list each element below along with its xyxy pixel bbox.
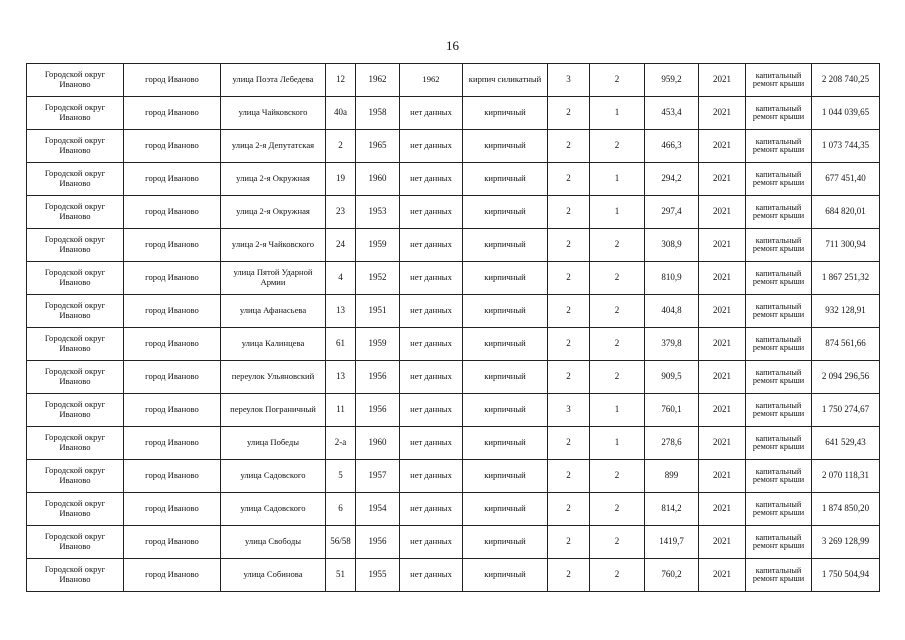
plan-year-cell: 2021	[699, 328, 746, 361]
cost-cell: 932 128,91	[812, 295, 880, 328]
cost-cell: 1 750 274,67	[812, 394, 880, 427]
year-overhaul-cell: нет данных	[400, 328, 463, 361]
year-overhaul-cell: нет данных	[400, 559, 463, 592]
entrances-cell: 2	[590, 64, 645, 97]
settlement-cell: город Иваново	[124, 229, 221, 262]
work-type-cell: капитальный ремонт крыши	[746, 526, 812, 559]
year-built-cell: 1956	[356, 526, 400, 559]
house-number-cell: 12	[326, 64, 356, 97]
wall-material-cell: кирпичный	[463, 526, 548, 559]
house-number-cell: 56/58	[326, 526, 356, 559]
house-number-cell: 13	[326, 361, 356, 394]
municipality-cell: Городской округ Иваново	[27, 526, 124, 559]
street-cell: улица Садовского	[221, 493, 326, 526]
table-row	[27, 328, 880, 361]
wall-material-cell: кирпичный	[463, 130, 548, 163]
street-cell: улица Калинцева	[221, 328, 326, 361]
work-type-cell: капитальный ремонт крыши	[746, 361, 812, 394]
street-cell: улица Пятой Ударной Армии	[221, 262, 326, 295]
year-built-cell: 1962	[356, 64, 400, 97]
table-row	[27, 163, 880, 196]
area-cell: 909,5	[645, 361, 699, 394]
floors-cell: 2	[548, 130, 590, 163]
work-type-cell: капитальный ремонт крыши	[746, 328, 812, 361]
entrances-cell: 2	[590, 361, 645, 394]
table-row	[27, 295, 880, 328]
cost-cell: 677 451,40	[812, 163, 880, 196]
cost-cell: 1 073 744,35	[812, 130, 880, 163]
house-number-cell: 2	[326, 130, 356, 163]
year-built-cell: 1960	[356, 163, 400, 196]
wall-material-cell: кирпичный	[463, 262, 548, 295]
work-type-cell: капитальный ремонт крыши	[746, 163, 812, 196]
house-number-cell: 61	[326, 328, 356, 361]
house-number-cell: 51	[326, 559, 356, 592]
house-number-cell: 11	[326, 394, 356, 427]
work-type-cell: капитальный ремонт крыши	[746, 262, 812, 295]
plan-year-cell: 2021	[699, 130, 746, 163]
work-type-cell: капитальный ремонт крыши	[746, 130, 812, 163]
wall-material-cell: кирпичный	[463, 196, 548, 229]
floors-cell: 2	[548, 427, 590, 460]
table-row	[27, 196, 880, 229]
municipality-cell: Городской округ Иваново	[27, 97, 124, 130]
year-built-cell: 1953	[356, 196, 400, 229]
settlement-cell: город Иваново	[124, 97, 221, 130]
wall-material-cell: кирпичный	[463, 394, 548, 427]
work-type-cell: капитальный ремонт крыши	[746, 559, 812, 592]
entrances-cell: 2	[590, 229, 645, 262]
entrances-cell: 2	[590, 328, 645, 361]
wall-material-cell: кирпичный	[463, 361, 548, 394]
plan-year-cell: 2021	[699, 163, 746, 196]
house-number-cell: 6	[326, 493, 356, 526]
settlement-cell: город Иваново	[124, 262, 221, 295]
wall-material-cell: кирпич силикатный	[463, 64, 548, 97]
work-type-cell: капитальный ремонт крыши	[746, 460, 812, 493]
municipality-cell: Городской округ Иваново	[27, 559, 124, 592]
floors-cell: 3	[548, 64, 590, 97]
year-overhaul-cell: нет данных	[400, 394, 463, 427]
cost-cell: 3 269 128,99	[812, 526, 880, 559]
wall-material-cell: кирпичный	[463, 559, 548, 592]
house-number-cell: 13	[326, 295, 356, 328]
floors-cell: 2	[548, 526, 590, 559]
municipality-cell: Городской округ Иваново	[27, 229, 124, 262]
year-overhaul-cell: нет данных	[400, 295, 463, 328]
area-cell: 379,8	[645, 328, 699, 361]
entrances-cell: 1	[590, 196, 645, 229]
house-number-cell: 4	[326, 262, 356, 295]
year-overhaul-cell: нет данных	[400, 493, 463, 526]
settlement-cell: город Иваново	[124, 460, 221, 493]
street-cell: улица 2-я Чайковского	[221, 229, 326, 262]
table-row	[27, 526, 880, 559]
street-cell: улица Афанасьева	[221, 295, 326, 328]
street-cell: улица Свободы	[221, 526, 326, 559]
floors-cell: 2	[548, 493, 590, 526]
year-built-cell: 1959	[356, 229, 400, 262]
floors-cell: 2	[548, 361, 590, 394]
year-built-cell: 1960	[356, 427, 400, 460]
work-type-cell: капитальный ремонт крыши	[746, 196, 812, 229]
house-number-cell: 5	[326, 460, 356, 493]
year-overhaul-cell: нет данных	[400, 130, 463, 163]
street-cell: улица Поэта Лебедева	[221, 64, 326, 97]
area-cell: 404,8	[645, 295, 699, 328]
settlement-cell: город Иваново	[124, 427, 221, 460]
plan-year-cell: 2021	[699, 526, 746, 559]
cost-cell: 641 529,43	[812, 427, 880, 460]
entrances-cell: 2	[590, 130, 645, 163]
municipality-cell: Городской округ Иваново	[27, 328, 124, 361]
cost-cell: 2 070 118,31	[812, 460, 880, 493]
house-number-cell: 23	[326, 196, 356, 229]
wall-material-cell: кирпичный	[463, 229, 548, 262]
plan-year-cell: 2021	[699, 229, 746, 262]
work-type-cell: капитальный ремонт крыши	[746, 97, 812, 130]
house-number-cell: 24	[326, 229, 356, 262]
municipality-cell: Городской округ Иваново	[27, 295, 124, 328]
floors-cell: 2	[548, 163, 590, 196]
floors-cell: 3	[548, 394, 590, 427]
year-overhaul-cell: нет данных	[400, 262, 463, 295]
year-built-cell: 1959	[356, 328, 400, 361]
year-overhaul-cell: нет данных	[400, 460, 463, 493]
municipality-cell: Городской округ Иваново	[27, 361, 124, 394]
municipality-cell: Городской округ Иваново	[27, 163, 124, 196]
municipality-cell: Городской округ Иваново	[27, 262, 124, 295]
settlement-cell: город Иваново	[124, 130, 221, 163]
plan-year-cell: 2021	[699, 196, 746, 229]
settlement-cell: город Иваново	[124, 493, 221, 526]
floors-cell: 2	[548, 328, 590, 361]
year-built-cell: 1951	[356, 295, 400, 328]
area-cell: 899	[645, 460, 699, 493]
area-cell: 959,2	[645, 64, 699, 97]
street-cell: улица Собинова	[221, 559, 326, 592]
cost-cell: 874 561,66	[812, 328, 880, 361]
area-cell: 308,9	[645, 229, 699, 262]
wall-material-cell: кирпичный	[463, 295, 548, 328]
entrances-cell: 2	[590, 460, 645, 493]
work-type-cell: капитальный ремонт крыши	[746, 427, 812, 460]
page-number: 16	[446, 38, 459, 53]
year-built-cell: 1952	[356, 262, 400, 295]
area-cell: 1419,7	[645, 526, 699, 559]
municipality-cell: Городской округ Иваново	[27, 130, 124, 163]
year-overhaul-cell: нет данных	[400, 97, 463, 130]
table-row	[27, 262, 880, 295]
settlement-cell: город Иваново	[124, 559, 221, 592]
table-row	[27, 460, 880, 493]
municipality-cell: Городской округ Иваново	[27, 493, 124, 526]
floors-cell: 2	[548, 262, 590, 295]
entrances-cell: 2	[590, 262, 645, 295]
table-row	[27, 130, 880, 163]
year-overhaul-cell: нет данных	[400, 361, 463, 394]
year-overhaul-cell: 1962	[400, 64, 463, 97]
plan-year-cell: 2021	[699, 427, 746, 460]
area-cell: 760,2	[645, 559, 699, 592]
cost-cell: 2 208 740,25	[812, 64, 880, 97]
entrances-cell: 1	[590, 427, 645, 460]
cost-cell: 1 867 251,32	[812, 262, 880, 295]
settlement-cell: город Иваново	[124, 64, 221, 97]
settlement-cell: город Иваново	[124, 361, 221, 394]
table-row	[27, 559, 880, 592]
wall-material-cell: кирпичный	[463, 460, 548, 493]
year-built-cell: 1955	[356, 559, 400, 592]
street-cell: переулок Пограничный	[221, 394, 326, 427]
area-cell: 466,3	[645, 130, 699, 163]
table-body	[27, 64, 880, 592]
plan-year-cell: 2021	[699, 460, 746, 493]
house-number-cell: 40а	[326, 97, 356, 130]
table-row	[27, 427, 880, 460]
area-cell: 297,4	[645, 196, 699, 229]
street-cell: улица Чайковского	[221, 97, 326, 130]
plan-year-cell: 2021	[699, 559, 746, 592]
settlement-cell: город Иваново	[124, 328, 221, 361]
settlement-cell: город Иваново	[124, 394, 221, 427]
municipality-cell: Городской округ Иваново	[27, 460, 124, 493]
plan-year-cell: 2021	[699, 394, 746, 427]
cost-cell: 1 750 504,94	[812, 559, 880, 592]
cost-cell: 684 820,01	[812, 196, 880, 229]
house-number-cell: 2-а	[326, 427, 356, 460]
table-row	[27, 97, 880, 130]
wall-material-cell: кирпичный	[463, 493, 548, 526]
entrances-cell: 2	[590, 526, 645, 559]
work-type-cell: капитальный ремонт крыши	[746, 493, 812, 526]
year-overhaul-cell: нет данных	[400, 229, 463, 262]
settlement-cell: город Иваново	[124, 196, 221, 229]
street-cell: улица Победы	[221, 427, 326, 460]
work-type-cell: капитальный ремонт крыши	[746, 229, 812, 262]
street-cell: улица 2-я Депутатская	[221, 130, 326, 163]
cost-cell: 2 094 296,56	[812, 361, 880, 394]
street-cell: улица Садовского	[221, 460, 326, 493]
entrances-cell: 1	[590, 163, 645, 196]
area-cell: 453,4	[645, 97, 699, 130]
table-row	[27, 394, 880, 427]
year-built-cell: 1957	[356, 460, 400, 493]
area-cell: 760,1	[645, 394, 699, 427]
table-row	[27, 229, 880, 262]
street-cell: переулок Ульяновский	[221, 361, 326, 394]
year-overhaul-cell: нет данных	[400, 196, 463, 229]
plan-year-cell: 2021	[699, 361, 746, 394]
year-built-cell: 1956	[356, 361, 400, 394]
cost-cell: 1 044 039,65	[812, 97, 880, 130]
plan-year-cell: 2021	[699, 97, 746, 130]
work-type-cell: капитальный ремонт крыши	[746, 295, 812, 328]
floors-cell: 2	[548, 295, 590, 328]
entrances-cell: 2	[590, 295, 645, 328]
year-overhaul-cell: нет данных	[400, 163, 463, 196]
wall-material-cell: кирпичный	[463, 97, 548, 130]
house-number-cell: 19	[326, 163, 356, 196]
municipality-cell: Городской округ Иваново	[27, 394, 124, 427]
floors-cell: 2	[548, 559, 590, 592]
cost-cell: 1 874 850,20	[812, 493, 880, 526]
floors-cell: 2	[548, 97, 590, 130]
entrances-cell: 2	[590, 559, 645, 592]
settlement-cell: город Иваново	[124, 295, 221, 328]
year-built-cell: 1958	[356, 97, 400, 130]
municipality-cell: Городской округ Иваново	[27, 196, 124, 229]
municipality-cell: Городской округ Иваново	[27, 64, 124, 97]
street-cell: улица 2-я Окружная	[221, 163, 326, 196]
floors-cell: 2	[548, 460, 590, 493]
area-cell: 294,2	[645, 163, 699, 196]
area-cell: 810,9	[645, 262, 699, 295]
street-cell: улица 2-я Окружная	[221, 196, 326, 229]
cost-cell: 711 300,94	[812, 229, 880, 262]
entrances-cell: 1	[590, 97, 645, 130]
table-row	[27, 493, 880, 526]
year-built-cell: 1956	[356, 394, 400, 427]
table-row	[27, 361, 880, 394]
year-overhaul-cell: нет данных	[400, 526, 463, 559]
year-built-cell: 1954	[356, 493, 400, 526]
area-cell: 814,2	[645, 493, 699, 526]
plan-year-cell: 2021	[699, 295, 746, 328]
wall-material-cell: кирпичный	[463, 427, 548, 460]
table-row	[27, 64, 880, 97]
floors-cell: 2	[548, 196, 590, 229]
wall-material-cell: кирпичный	[463, 328, 548, 361]
municipality-cell: Городской округ Иваново	[27, 427, 124, 460]
entrances-cell: 1	[590, 394, 645, 427]
year-overhaul-cell: нет данных	[400, 427, 463, 460]
plan-year-cell: 2021	[699, 64, 746, 97]
year-built-cell: 1965	[356, 130, 400, 163]
work-type-cell: капитальный ремонт крыши	[746, 64, 812, 97]
housing-registry-table	[26, 63, 880, 592]
work-type-cell: капитальный ремонт крыши	[746, 394, 812, 427]
floors-cell: 2	[548, 229, 590, 262]
area-cell: 278,6	[645, 427, 699, 460]
plan-year-cell: 2021	[699, 262, 746, 295]
settlement-cell: город Иваново	[124, 526, 221, 559]
plan-year-cell: 2021	[699, 493, 746, 526]
settlement-cell: город Иваново	[124, 163, 221, 196]
wall-material-cell: кирпичный	[463, 163, 548, 196]
entrances-cell: 2	[590, 493, 645, 526]
